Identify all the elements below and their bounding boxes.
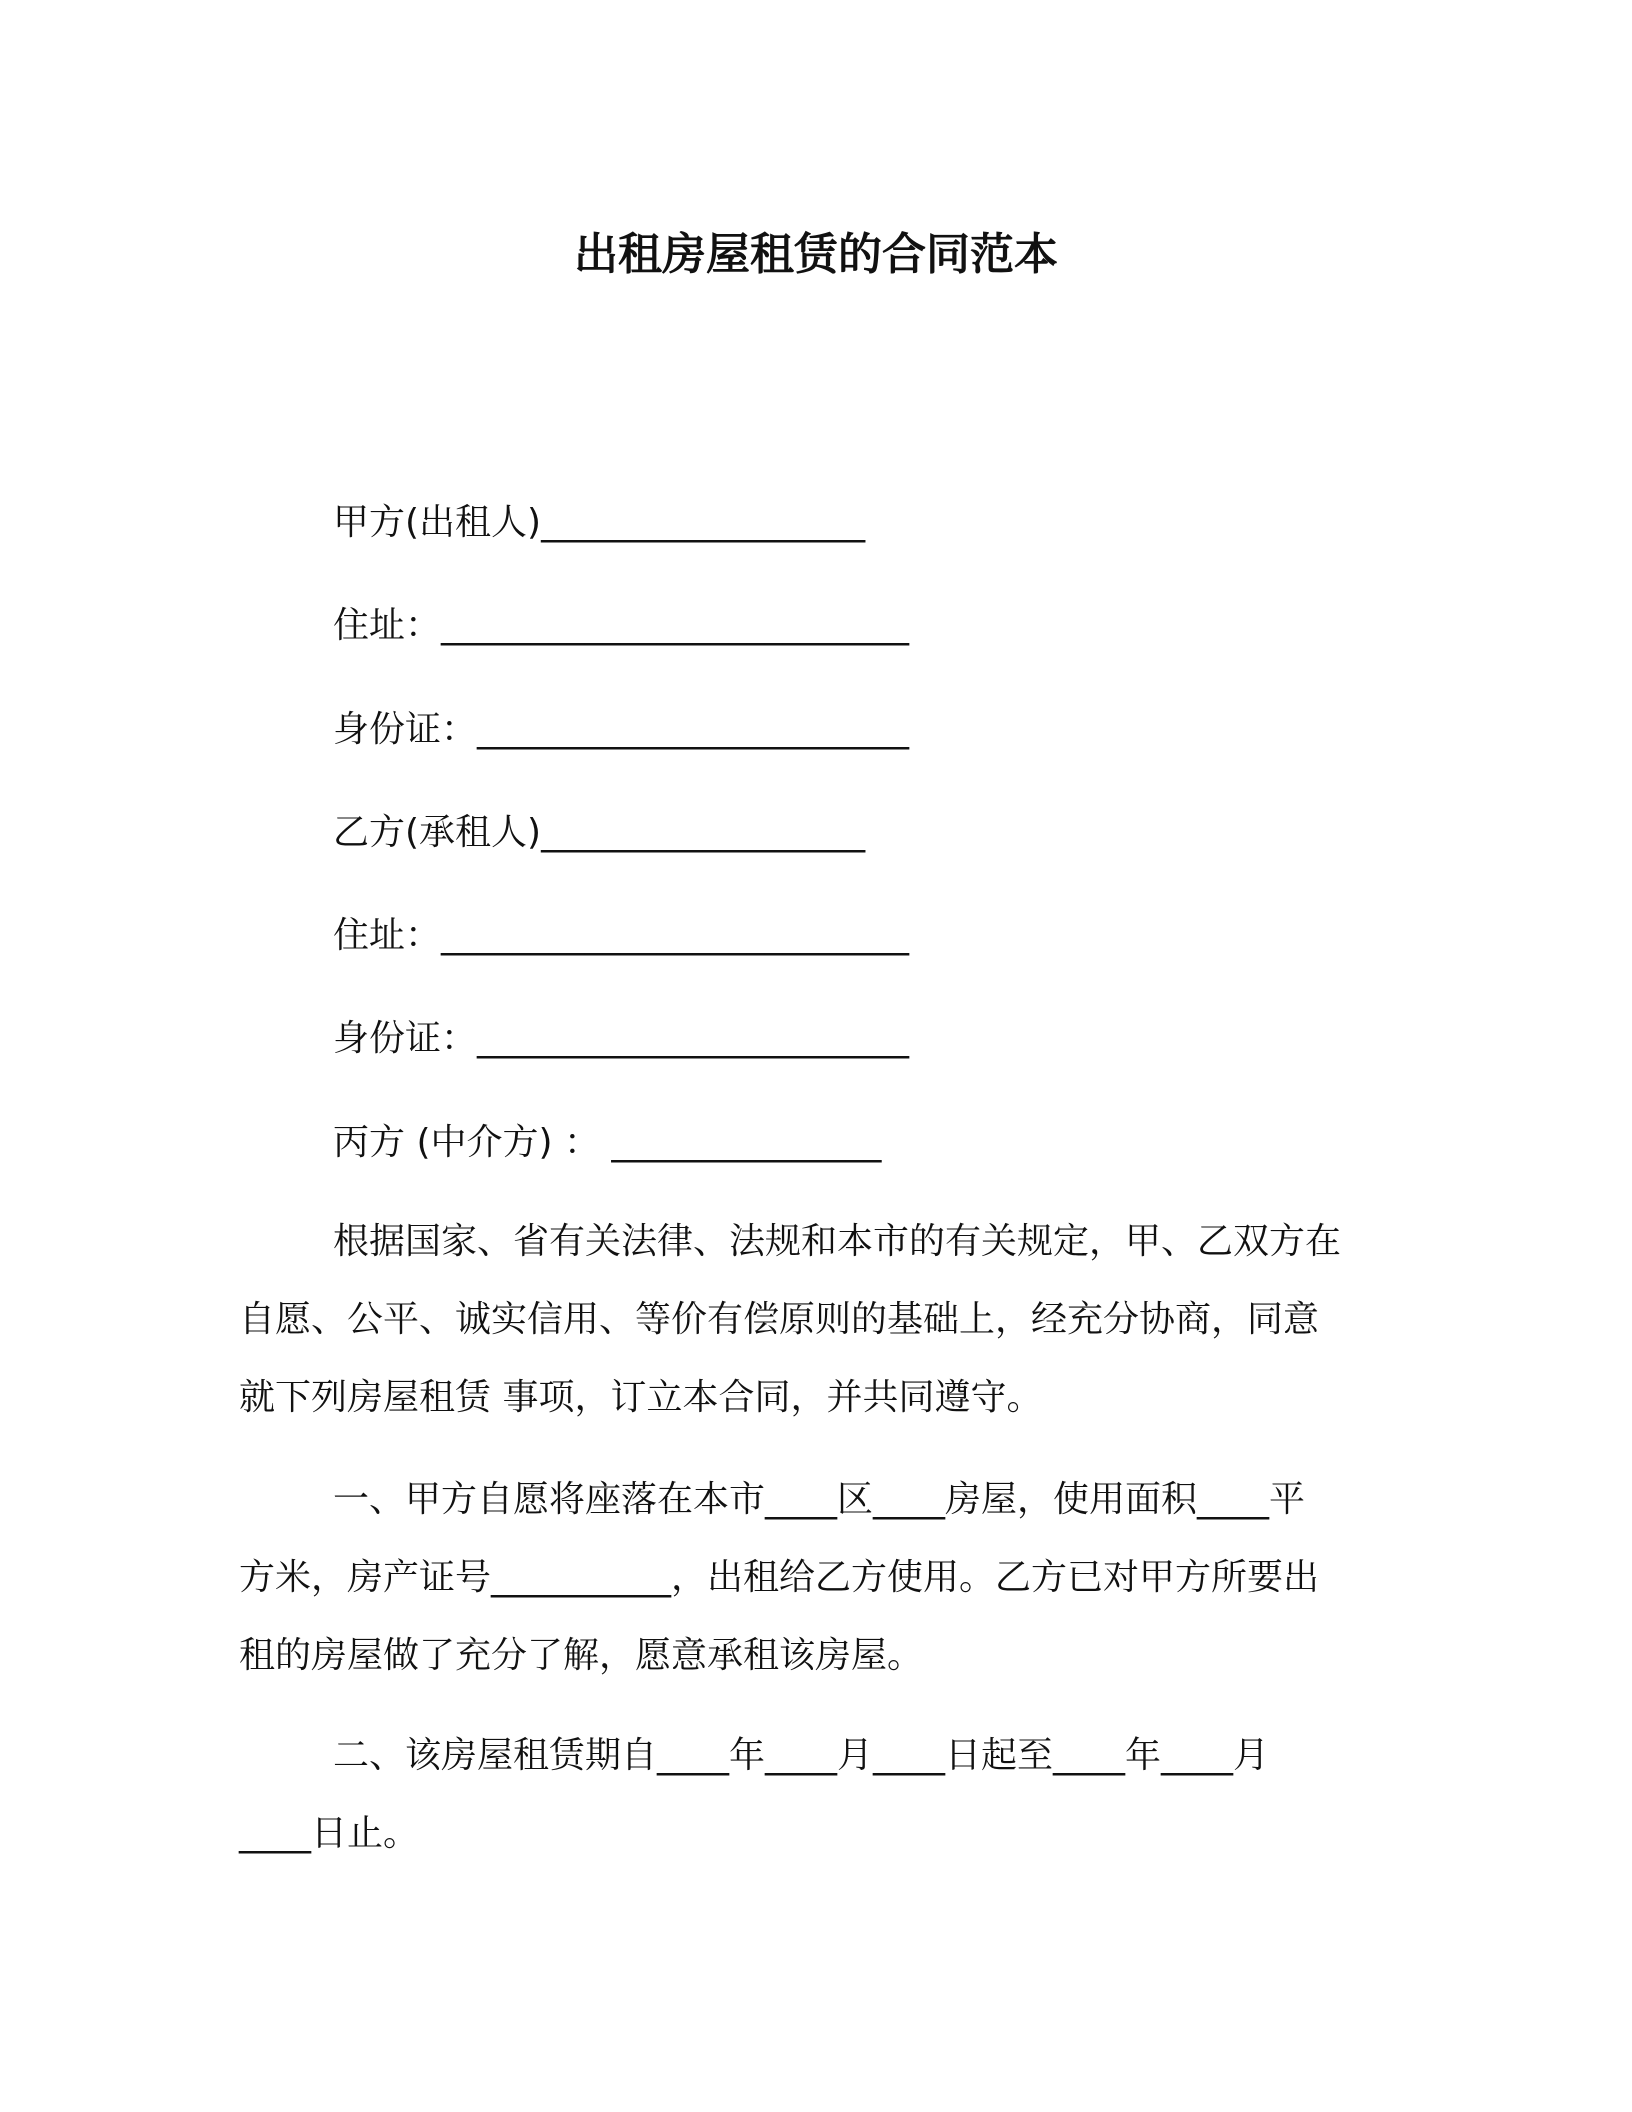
paragraph-line: 一、甲方自愿将座落在本市____区____房屋，使用面积____平 xyxy=(333,1479,1306,1520)
page-title: 出租房屋租赁的合同范本 xyxy=(574,229,1058,280)
paragraph-line: 方米，房产证号__________，出租给乙方使用。乙方已对甲方所要出 xyxy=(239,1557,1320,1598)
paragraph-line: 租的房屋做了充分了解，愿意承租该房屋。 xyxy=(239,1635,924,1676)
field-lessor-id: 身份证：________________________ xyxy=(333,709,910,750)
paragraph-line: 根据国家、省有关法律、法规和本市的有关规定，甲、乙双方在 xyxy=(333,1221,1342,1262)
field-agent: 丙方 (中介方) ： _______________ xyxy=(333,1122,882,1163)
paragraph-clause-2 xyxy=(239,1717,1379,1873)
paragraph-preamble xyxy=(239,1203,1379,1437)
paragraph-clause-1 xyxy=(239,1461,1379,1695)
field-lessor: 甲方(出租人)__________________ xyxy=(333,502,866,543)
paragraph-line: 二、该房屋租赁期自____年____月____日起至____年____月 xyxy=(333,1735,1270,1776)
field-lessor-address: 住址：__________________________ xyxy=(333,605,910,646)
paragraph-line: ____日止。 xyxy=(239,1813,420,1854)
field-lessee-address: 住址：__________________________ xyxy=(333,915,910,956)
paragraph-line: 就下列房屋租赁 事项，订立本合同，并共同遵守。 xyxy=(239,1377,1043,1418)
paragraph-line: 自愿、公平、诚实信用、等价有偿原则的基础上，经充分协商，同意 xyxy=(239,1299,1320,1340)
field-lessee: 乙方(承租人)__________________ xyxy=(333,812,866,853)
field-lessee-id: 身份证：________________________ xyxy=(333,1018,910,1059)
